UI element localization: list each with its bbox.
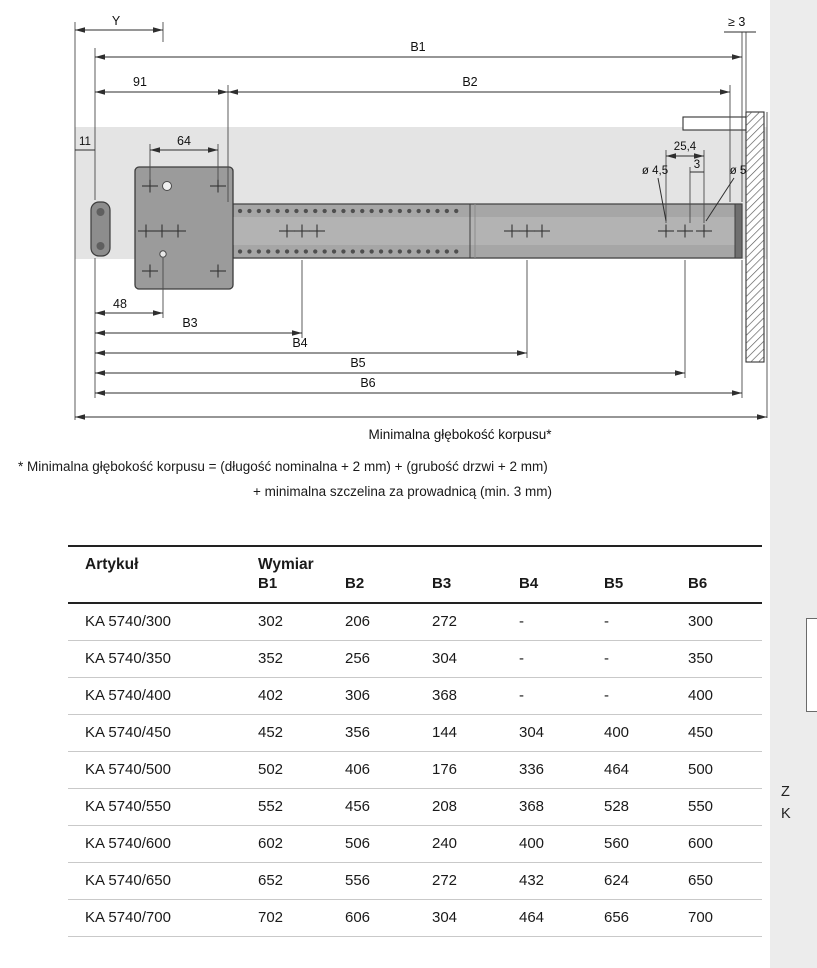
value-cell: 502 (258, 751, 345, 788)
cropped-text-fragment: K (781, 806, 791, 822)
table-body (68, 603, 762, 936)
value-cell: - (519, 677, 604, 714)
dim-b1 (95, 40, 742, 57)
value-cell: 302 (258, 603, 345, 640)
drawing-caption: Minimalna głębokość korpusu* (368, 427, 552, 442)
value-cell: 606 (345, 899, 432, 936)
article-cell: KA 5740/700 (68, 899, 258, 936)
footnote-line-2: + minimalna szczelina za prowadnicą (min. 3 mm) (253, 484, 552, 499)
value-cell: 356 (345, 714, 432, 751)
value-cell: 352 (258, 640, 345, 677)
value-cell: 528 (604, 788, 688, 825)
dim-label-y: Y (111, 14, 121, 28)
technical-drawing (0, 0, 817, 450)
dim-label-b5: B5 (350, 356, 366, 370)
rail-end-cap (735, 204, 742, 258)
col-header-b6: B6 (688, 574, 762, 603)
dim-label-11: 11 (79, 136, 91, 148)
value-cell: 208 (432, 788, 519, 825)
table-row (68, 677, 762, 714)
table-row (68, 899, 762, 936)
value-cell: 272 (432, 862, 519, 899)
value-cell: 550 (688, 788, 762, 825)
dim-gap-min-3 (724, 15, 756, 32)
table-row (68, 788, 762, 825)
dimension-table (68, 545, 762, 937)
value-cell: 456 (345, 788, 432, 825)
value-cell: - (519, 640, 604, 677)
value-cell: 600 (688, 825, 762, 862)
article-cell: KA 5740/450 (68, 714, 258, 751)
value-cell: - (519, 603, 604, 640)
dim-b5 (95, 356, 685, 373)
value-cell: 556 (345, 862, 432, 899)
value-cell: 336 (519, 751, 604, 788)
value-cell: - (604, 603, 688, 640)
cropped-info-box (806, 618, 817, 712)
dim-label-25-4: 25,4 (673, 141, 697, 153)
table-row (68, 640, 762, 677)
dim-label-gap-min: ≥ 3 (728, 15, 746, 29)
cabinet-top-edge (683, 117, 746, 130)
plate-hole (163, 182, 172, 191)
article-cell: KA 5740/650 (68, 862, 258, 899)
table-row (68, 751, 762, 788)
value-cell: 506 (345, 825, 432, 862)
value-cell: 552 (258, 788, 345, 825)
value-cell: 400 (604, 714, 688, 751)
table-row (68, 603, 762, 640)
article-cell: KA 5740/550 (68, 788, 258, 825)
col-header-b2: B2 (345, 574, 432, 603)
mounting-plate (135, 167, 233, 289)
value-cell: 702 (258, 899, 345, 936)
label-dia-5: ø 5 (729, 165, 747, 177)
article-cell: KA 5740/400 (68, 677, 258, 714)
value-cell: 400 (688, 677, 762, 714)
value-cell: 272 (432, 603, 519, 640)
dim-b2 (228, 75, 730, 92)
value-cell: 304 (432, 640, 519, 677)
dim-label-91: 91 (133, 75, 147, 89)
footnote (0, 452, 770, 532)
label-dia-4-5: ø 4,5 (641, 165, 669, 177)
table-row (68, 862, 762, 899)
value-cell: 450 (688, 714, 762, 751)
value-cell: 368 (519, 788, 604, 825)
page-margin-strip (770, 0, 817, 968)
value-cell: 500 (688, 751, 762, 788)
drawing-area (0, 0, 817, 450)
dim-overall-depth (75, 417, 767, 442)
cropped-text-fragment: Z (781, 784, 790, 800)
col-header-b5: B5 (604, 574, 688, 603)
dim-b6 (95, 376, 742, 393)
dim-label-3: 3 (693, 159, 701, 171)
dim-48 (95, 297, 163, 313)
dim-label-b2: B2 (462, 75, 478, 89)
value-cell: 368 (432, 677, 519, 714)
value-cell: 306 (345, 677, 432, 714)
value-cell: 650 (688, 862, 762, 899)
article-cell: KA 5740/500 (68, 751, 258, 788)
value-cell: 656 (604, 899, 688, 936)
value-cell: 602 (258, 825, 345, 862)
value-cell: - (604, 640, 688, 677)
value-cell: 176 (432, 751, 519, 788)
dim-label-64: 64 (177, 134, 191, 148)
dim-b4 (95, 336, 527, 353)
value-cell: 560 (604, 825, 688, 862)
value-cell: 464 (604, 751, 688, 788)
value-cell: 452 (258, 714, 345, 751)
article-cell: KA 5740/350 (68, 640, 258, 677)
col-header-b1: B1 (258, 574, 345, 603)
value-cell: 300 (688, 603, 762, 640)
value-cell: 256 (345, 640, 432, 677)
col-header-dimension-group: Wymiar (258, 556, 314, 573)
value-cell: - (604, 677, 688, 714)
value-cell: 400 (519, 825, 604, 862)
table-header (68, 546, 762, 603)
col-header-b4: B4 (519, 574, 604, 603)
value-cell: 240 (432, 825, 519, 862)
article-cell: KA 5740/600 (68, 825, 258, 862)
col-header-article: Artykuł (68, 546, 258, 603)
dim-91 (95, 75, 228, 92)
dim-label-b3: B3 (182, 316, 198, 330)
value-cell: 206 (345, 603, 432, 640)
value-cell: 624 (604, 862, 688, 899)
value-cell: 464 (519, 899, 604, 936)
header-row-group (68, 546, 762, 574)
cabinet-panel-hatched (746, 112, 764, 362)
col-header-b3: B3 (432, 574, 519, 603)
value-cell: 700 (688, 899, 762, 936)
value-cell: 350 (688, 640, 762, 677)
front-bracket (91, 202, 110, 256)
value-cell: 304 (519, 714, 604, 751)
value-cell: 406 (345, 751, 432, 788)
table-row (68, 825, 762, 862)
value-cell: 144 (432, 714, 519, 751)
dim-b3 (95, 316, 302, 333)
value-cell: 652 (258, 862, 345, 899)
dim-label-b4: B4 (292, 336, 308, 350)
dim-y (75, 14, 163, 30)
table-row (68, 714, 762, 751)
value-cell: 402 (258, 677, 345, 714)
dim-label-48: 48 (113, 297, 127, 311)
article-cell: KA 5740/300 (68, 603, 258, 640)
plate-hole-small (160, 251, 166, 257)
value-cell: 432 (519, 862, 604, 899)
dim-label-b1: B1 (410, 40, 426, 54)
value-cell: 304 (432, 899, 519, 936)
dim-label-b6: B6 (360, 376, 376, 390)
footnote-line-1: * Minimalna głębokość korpusu = (długość nominalna + 2 mm) + (grubość drzwi + 2 mm) (18, 459, 548, 474)
